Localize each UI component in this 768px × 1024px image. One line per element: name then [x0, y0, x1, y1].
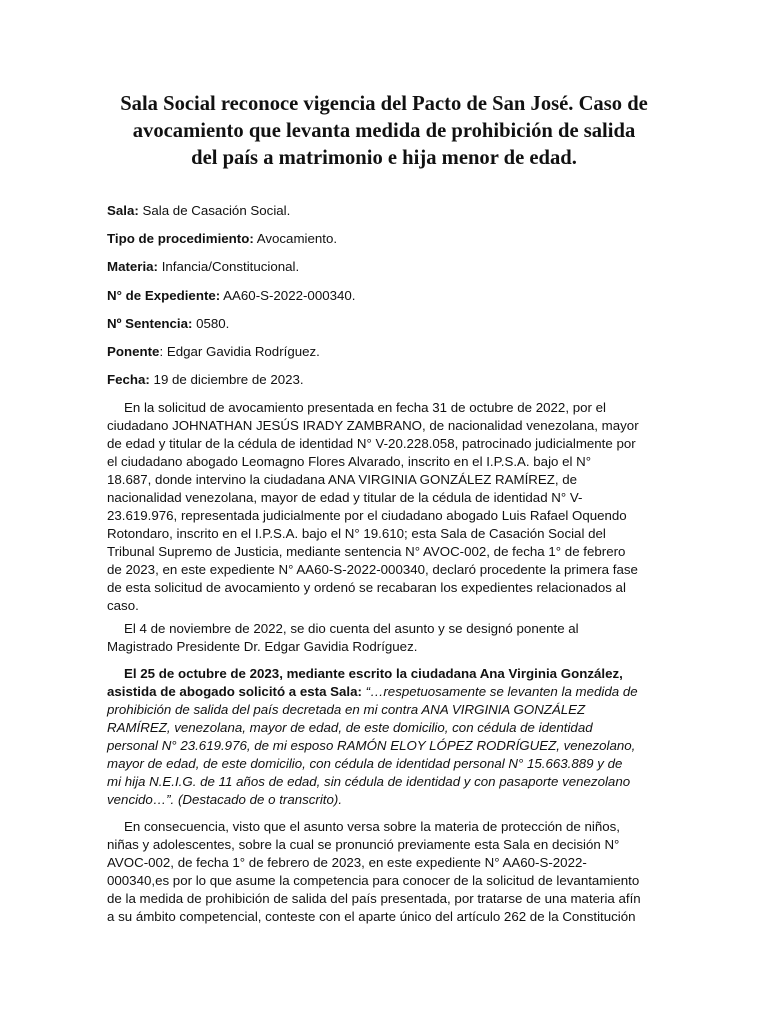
quoted-text: “…respetuosamente se levanten la medida de — [361, 684, 638, 699]
paragraph-line: En consecuencia, visto que el asunto versa sobre la materia de protección de niños, — [124, 819, 620, 834]
paragraph-line: 18.687, donde intervino la ciudadana ANA VIRGINIA GONZÁLEZ RAMÍREZ, de — [107, 472, 578, 487]
document-title — [100, 91, 668, 172]
meta-label: Sala: — [107, 203, 139, 218]
paragraph-2 — [107, 620, 667, 656]
meta-value: Sala de Casación Social. — [138, 203, 291, 218]
meta-value: Infancia/Constitucional. — [158, 259, 300, 274]
title-line: del país a matrimonio e hija menor de edad. — [191, 147, 577, 169]
quoted-line: prohibición de salida del país decretada en mi contra ANA VIRGINIA GONZÁLEZ — [107, 702, 586, 717]
title-line: Sala Social reconoce vigencia del Pacto de San José. Caso de — [120, 93, 648, 115]
meta-label: Nº Sentencia: — [107, 316, 193, 331]
meta-label: Fecha: — [107, 372, 150, 387]
bold-text: asistida de abogado solicitó a esta Sala: — [107, 684, 362, 699]
meta-label: Ponente — [107, 344, 160, 359]
paragraph-line: AVOC-002, de fecha 1° de febrero de 2023, en este expediente N° AA60-S-2022- — [107, 855, 587, 870]
paragraph-line: a su ámbito competencial, conteste con el aparte único del artículo 262 de la Constitución — [107, 909, 636, 924]
meta-label: N° de Expediente: — [107, 288, 221, 303]
meta-value: Avocamiento. — [253, 231, 338, 246]
paragraph-line: nacionalidad venezolana, mayor de edad y titular de la cédula de identidad N° V- — [107, 490, 583, 505]
paragraph-line: de 2023, en este expediente N° AA60-S-2022-000340, declaró procedente la primera fase — [107, 562, 638, 577]
paragraph-1 — [107, 399, 667, 615]
paragraph-4 — [107, 818, 667, 926]
quoted-line: vencido…”. (Destacado de o transcrito). — [107, 792, 343, 807]
quoted-line: personal N° 23.619.976, de mi esposo RAMÓN ELOY LÓPEZ RODRÍGUEZ, venezolano, — [107, 738, 636, 753]
paragraph-line: de la medida de prohibición de salida del país presentada, por tratarse de una materia afín — [107, 891, 641, 906]
paragraph-line: caso. — [107, 598, 139, 613]
paragraph-line — [107, 665, 667, 683]
meta-value: : Edgar Gavidia Rodríguez. — [159, 344, 320, 359]
paragraph-line: de esta solicitud de avocamiento y ordenó se recabaran los expedientes relacionados al — [107, 580, 626, 595]
meta-label: Materia: — [107, 259, 158, 274]
paragraph-line: Tribunal Supremo de Justicia, mediante sentencia N° AVOC-002, de fecha 1° de febrero — [107, 544, 626, 559]
meta-value: 0580. — [192, 316, 230, 331]
paragraph-line: 000340,es por lo que asume la competencia para conocer de la solicitud de levantamiento — [107, 873, 640, 888]
paragraph-line: niñas y adolescentes, sobre la cual se pronunció previamente esta Sala en decisión N° — [107, 837, 620, 852]
bold-text: El 25 de octubre de 2023, mediante escrito la ciudadana Ana Virginia González, — [124, 666, 623, 681]
paragraph-line: ciudadano JOHNATHAN JESÚS IRADY ZAMBRANO, de nacionalidad venezolana, mayor — [107, 418, 639, 433]
paragraph-line: En la solicitud de avocamiento presentada en fecha 31 de octubre de 2022, por el — [124, 400, 606, 415]
meta-fecha — [107, 371, 667, 389]
meta-materia — [107, 258, 667, 276]
meta-label: Tipo de procedimiento: — [107, 231, 254, 246]
meta-value: AA60-S-2022-000340. — [220, 288, 356, 303]
paragraph-3 — [107, 665, 667, 809]
meta-expediente — [107, 287, 667, 305]
quoted-line: RAMÍREZ, venezolana, mayor de edad, de este domicilio, con cédula de identidad — [107, 720, 593, 735]
quoted-line: mayor de edad, de este domicilio, con cédula de identidad personal N° 15.663.889 y de — [107, 756, 623, 771]
meta-value: 19 de diciembre de 2023. — [149, 372, 304, 387]
meta-sentencia — [107, 315, 667, 333]
paragraph-line: de edad y titular de la cédula de identidad N° V-20.228.058, patrocinado judicialmente por — [107, 436, 636, 451]
meta-ponente — [107, 343, 667, 361]
meta-tipo-procedimiento — [107, 230, 667, 248]
paragraph-line — [107, 683, 667, 701]
meta-sala — [107, 202, 667, 220]
paragraph-line: El 4 de noviembre de 2022, se dio cuenta del asunto y se designó ponente al — [124, 621, 579, 636]
paragraph-line: Magistrado Presidente Dr. Edgar Gavidia Rodríguez. — [107, 639, 418, 654]
paragraph-line: Rotondaro, inscrito en el I.P.S.A. bajo el N° 19.610; esta Sala de Casación Social del — [107, 526, 606, 541]
paragraph-line: el ciudadano abogado Leomagno Flores Alvarado, inscrito en el I.P.S.A. bajo el N° — [107, 454, 592, 469]
paragraph-line: 23.619.976, representada judicialmente por el ciudadano abogado Luis Rafael Oquendo — [107, 508, 627, 523]
title-line: avocamiento que levanta medida de prohibición de salida — [132, 120, 636, 142]
quoted-line: mi hija N.E.I.G. de 11 años de edad, sin cédula de identidad y con pasaporte venezolano — [107, 774, 631, 789]
